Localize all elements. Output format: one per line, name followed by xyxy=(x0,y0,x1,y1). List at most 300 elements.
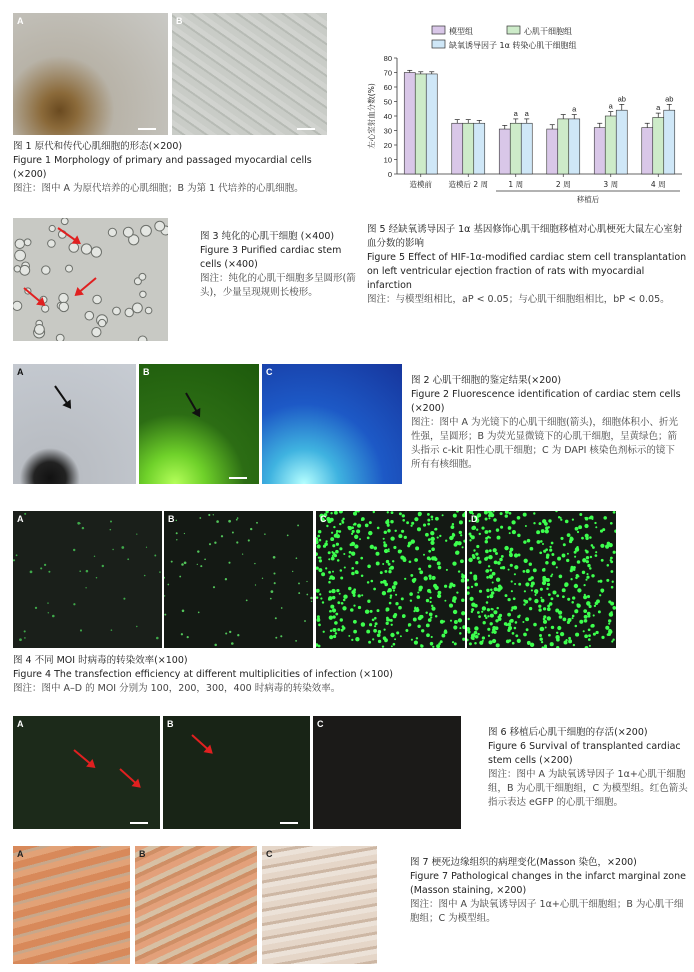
fluorescent-cell xyxy=(556,566,558,568)
fluorescent-cell xyxy=(254,563,255,564)
fluorescent-cell xyxy=(394,530,396,532)
fluorescent-cell xyxy=(590,556,592,558)
fluorescent-cell xyxy=(318,624,321,627)
fig6-panel-b xyxy=(163,716,310,829)
fluorescent-cell xyxy=(384,583,388,587)
fluorescent-cell xyxy=(310,597,313,600)
fluorescent-cell xyxy=(417,591,419,593)
fluorescent-cell xyxy=(548,519,551,522)
fluorescent-cell xyxy=(602,528,605,531)
fig4-panel-b xyxy=(164,511,313,648)
fluorescent-cell xyxy=(494,561,498,565)
fluorescent-cell xyxy=(435,615,438,618)
fluorescent-cell xyxy=(492,639,496,643)
fluorescent-cell xyxy=(431,516,434,519)
round-cell xyxy=(15,250,26,261)
fluorescent-cell xyxy=(406,521,409,524)
fluorescent-cell xyxy=(609,612,613,616)
fluorescent-cell xyxy=(398,606,402,610)
fluorescent-cell xyxy=(452,523,454,525)
fluorescent-cell xyxy=(485,517,488,520)
fig2-panel-b xyxy=(139,364,259,484)
fluorescent-cell xyxy=(334,511,338,515)
fluorescent-cell xyxy=(214,644,217,647)
fluorescent-cell xyxy=(556,638,560,642)
fluorescent-cell xyxy=(519,615,521,617)
fluorescent-cell xyxy=(383,543,387,547)
round-cell xyxy=(139,273,146,280)
fluorescent-cell xyxy=(342,606,346,610)
fluorescent-cell xyxy=(492,628,495,631)
fluorescent-cell xyxy=(557,626,561,630)
fluorescent-cell xyxy=(250,528,252,530)
fluorescent-cell xyxy=(86,570,89,573)
round-cell xyxy=(59,293,68,302)
fluorescent-cell xyxy=(463,540,465,543)
fluorescent-cell xyxy=(320,597,322,599)
fluorescent-cell xyxy=(584,615,588,619)
fluorescent-dots xyxy=(164,511,313,648)
fluorescent-cell xyxy=(613,551,616,554)
fluorescent-cell xyxy=(509,554,512,557)
fluorescent-cell xyxy=(605,626,609,630)
fluorescent-cell xyxy=(24,630,26,632)
fluorescent-cell xyxy=(528,598,531,601)
fluorescent-cell xyxy=(73,549,75,551)
fluorescent-cell xyxy=(585,534,589,538)
fluorescent-cell xyxy=(594,605,596,607)
fluorescent-cell xyxy=(275,617,277,619)
fluorescent-cell xyxy=(225,632,227,634)
fluorescent-cell xyxy=(614,530,616,533)
fluorescent-cell xyxy=(612,581,614,583)
fluorescent-cell xyxy=(527,539,531,543)
fluorescent-cell xyxy=(426,633,430,637)
fig1-note: 图注：图中 A 为原代培养的心肌细胞；B 为第 1 代培养的心肌细胞。 xyxy=(13,183,304,194)
fluorescent-cell xyxy=(328,581,331,584)
fluorescent-cell xyxy=(550,642,554,646)
fluorescent-cell xyxy=(588,634,591,637)
fluorescent-cell xyxy=(567,618,571,622)
fluorescent-cell xyxy=(476,529,478,531)
fluorescent-cell xyxy=(504,546,508,550)
fluorescent-cell xyxy=(121,546,124,549)
fluorescent-cell xyxy=(469,642,472,645)
fluorescent-cell xyxy=(228,520,231,523)
fluorescent-cell xyxy=(511,520,515,524)
fluorescent-cell xyxy=(429,613,433,617)
fig2-panel-a xyxy=(13,364,136,484)
fluorescent-cell xyxy=(494,632,496,634)
fluorescent-cell xyxy=(333,526,335,528)
fluorescent-cell xyxy=(428,538,431,541)
fluorescent-cell xyxy=(80,629,82,631)
fluorescent-cell xyxy=(213,586,215,588)
y-tick-label: 70 xyxy=(383,68,392,78)
fluorescent-cell xyxy=(603,516,607,520)
fluorescent-cell xyxy=(444,630,448,634)
fluorescent-cell xyxy=(577,604,581,608)
fluorescent-cell xyxy=(373,511,375,513)
fluorescent-cell xyxy=(444,585,447,588)
fluorescent-cell xyxy=(507,598,510,601)
bar xyxy=(547,129,558,174)
fluorescent-cell xyxy=(467,618,469,620)
fluorescent-cell xyxy=(506,639,510,643)
round-cell xyxy=(108,228,116,236)
fluorescent-cell xyxy=(493,548,497,552)
fluorescent-cell xyxy=(350,608,354,612)
fluorescent-cell xyxy=(331,557,335,561)
fluorescent-cell xyxy=(479,533,481,535)
fluorescent-cell xyxy=(459,627,461,629)
fluorescent-cell xyxy=(508,569,510,571)
bar xyxy=(463,123,474,174)
fluorescent-cell xyxy=(567,533,571,537)
fluorescent-cell xyxy=(478,560,481,563)
fluorescent-cell xyxy=(491,608,493,610)
fluorescent-cell xyxy=(231,642,234,645)
fluorescent-cell xyxy=(431,607,435,611)
fluorescent-cell xyxy=(319,539,322,542)
fluorescent-cell xyxy=(335,550,339,554)
fig4-title-cn: 图 4 不同 MOI 时病毒的转染效率(×100) xyxy=(13,655,188,666)
fluorescent-cell xyxy=(569,539,572,542)
fluorescent-cell xyxy=(512,642,515,645)
fluorescent-cell xyxy=(475,552,478,555)
fluorescent-cell xyxy=(337,559,340,562)
fluorescent-cell xyxy=(246,599,248,601)
panel-label: C xyxy=(266,849,273,859)
round-cell xyxy=(13,301,22,310)
round-cell xyxy=(48,240,56,248)
fluorescent-cell xyxy=(181,563,184,566)
fluorescent-cell xyxy=(523,540,526,543)
fluorescent-cell xyxy=(171,561,173,563)
fluorescent-cell xyxy=(392,560,394,562)
fluorescent-cell xyxy=(549,546,551,548)
fluorescent-cell xyxy=(242,553,243,554)
fluorescent-cell xyxy=(353,620,357,624)
fluorescent-cell xyxy=(426,623,430,627)
fluorescent-cell xyxy=(386,607,390,611)
fluorescent-cell xyxy=(402,615,405,618)
fluorescent-cell xyxy=(332,544,335,547)
fluorescent-cell xyxy=(110,529,112,531)
fluorescent-cell xyxy=(431,636,433,638)
fluorescent-cell xyxy=(541,599,545,603)
fluorescent-cell xyxy=(456,511,459,513)
fluorescent-cell xyxy=(390,566,394,570)
fluorescent-cell xyxy=(421,629,424,632)
fluorescent-cell xyxy=(366,630,370,634)
fluorescent-cell xyxy=(610,522,613,525)
fluorescent-cell xyxy=(351,552,355,556)
fluorescent-cell xyxy=(197,550,199,552)
fluorescent-cell xyxy=(482,640,484,642)
x-tick-label: 造模前 xyxy=(409,180,432,189)
fluorescent-cell xyxy=(524,590,526,592)
fluorescent-cell xyxy=(610,570,613,573)
fluorescent-cell xyxy=(595,554,598,557)
y-tick-label: 50 xyxy=(383,97,392,107)
fluorescent-cell xyxy=(517,639,521,643)
fluorescent-cell xyxy=(514,553,518,557)
round-cell xyxy=(56,334,64,341)
fluorescent-cell xyxy=(391,511,394,514)
fluorescent-cell xyxy=(584,594,586,596)
fluorescent-cell xyxy=(184,561,187,564)
fluorescent-cell xyxy=(487,596,490,599)
fluorescent-cell xyxy=(589,567,592,570)
fluorescent-cell xyxy=(387,511,389,513)
fluorescent-cell xyxy=(411,639,413,641)
fluorescent-cell xyxy=(414,558,418,562)
fluorescent-cell xyxy=(501,555,504,558)
fluorescent-cell xyxy=(368,641,371,644)
fluorescent-cell xyxy=(391,645,393,647)
fig6-title-cn: 图 6 移植后心肌干细胞的存活(×200) xyxy=(488,727,648,738)
fluorescent-cell xyxy=(486,569,490,573)
fluorescent-cell xyxy=(431,518,433,520)
fluorescent-cell xyxy=(438,566,442,570)
bar xyxy=(474,123,485,174)
fluorescent-cell xyxy=(374,625,376,627)
fluorescent-cell xyxy=(547,616,551,620)
fluorescent-cell xyxy=(229,631,231,633)
fluorescent-cell xyxy=(187,636,189,638)
fluorescent-cell xyxy=(388,548,390,550)
fluorescent-cell xyxy=(598,610,601,613)
fluorescent-cell xyxy=(496,528,499,531)
fluorescent-cell xyxy=(575,527,579,531)
fluorescent-cell xyxy=(390,536,394,540)
fluorescent-cell xyxy=(274,582,276,584)
fluorescent-cell xyxy=(543,568,545,570)
fluorescent-cell xyxy=(460,534,462,536)
x-tick-label: 2 周 xyxy=(555,180,571,189)
fluorescent-cell xyxy=(204,558,206,560)
fluorescent-cell xyxy=(485,550,489,554)
fluorescent-cell xyxy=(317,615,320,618)
fig2-panel-c xyxy=(262,364,402,484)
fluorescent-cell xyxy=(454,620,458,624)
fig6-caption xyxy=(488,726,688,810)
fluorescent-cell xyxy=(497,561,501,565)
fluorescent-cell xyxy=(430,531,434,535)
fluorescent-cell xyxy=(94,556,95,557)
fluorescent-cell xyxy=(275,637,277,639)
fluorescent-cell xyxy=(383,636,387,640)
significance-mark: a xyxy=(656,103,661,113)
fluorescent-cell xyxy=(533,568,537,572)
fluorescent-cell xyxy=(52,615,55,618)
fluorescent-cell xyxy=(586,556,589,559)
fluorescent-cell xyxy=(452,561,456,565)
fluorescent-cell xyxy=(380,581,383,584)
fluorescent-cell xyxy=(208,514,210,516)
fluorescent-cell xyxy=(409,592,413,596)
fluorescent-cell xyxy=(335,632,338,635)
fluorescent-cell xyxy=(608,623,610,625)
fluorescent-cell xyxy=(452,533,455,536)
fluorescent-cell xyxy=(335,613,338,616)
fluorescent-cell xyxy=(73,603,75,605)
fig6-panel-c xyxy=(313,716,461,829)
fluorescent-cell xyxy=(256,522,258,524)
bar xyxy=(404,73,415,175)
fluorescent-cell xyxy=(420,644,423,647)
fluorescent-cell xyxy=(340,618,343,621)
fig2-title-cn: 图 2 心肌干细胞的鉴定结果(×200) xyxy=(411,375,562,386)
fluorescent-cell xyxy=(333,635,336,638)
fluorescent-cell xyxy=(547,583,550,586)
fluorescent-cell xyxy=(374,546,377,549)
fluorescent-cell xyxy=(339,593,341,595)
fluorescent-cell xyxy=(325,567,327,569)
fig5-chart xyxy=(362,22,688,217)
fluorescent-cell xyxy=(484,530,488,534)
fluorescent-cell xyxy=(523,599,526,602)
fluorescent-cell xyxy=(469,539,471,541)
fluorescent-cell xyxy=(393,643,396,646)
fluorescent-cell xyxy=(383,538,385,540)
bar xyxy=(569,119,580,174)
fluorescent-cell xyxy=(336,530,339,533)
fluorescent-cell xyxy=(344,566,346,568)
fluorescent-cell xyxy=(321,572,325,576)
x-tick-label: 3 周 xyxy=(603,180,619,189)
fig1-panel-b xyxy=(172,13,327,135)
fluorescent-cell xyxy=(550,597,553,600)
fluorescent-cell xyxy=(432,646,434,648)
fluorescent-cell xyxy=(360,557,363,560)
significance-mark: a xyxy=(608,101,613,111)
fluorescent-cell xyxy=(328,598,331,601)
round-cell xyxy=(85,311,94,320)
fluorescent-cell xyxy=(401,530,404,533)
fluorescent-cell xyxy=(355,561,358,564)
fluorescent-cell xyxy=(530,547,534,551)
fluorescent-cell xyxy=(435,528,438,531)
fluorescent-cell xyxy=(461,611,465,615)
fluorescent-cell xyxy=(478,615,481,618)
fluorescent-cell xyxy=(354,544,358,548)
fluorescent-cell xyxy=(492,572,496,576)
fluorescent-cell xyxy=(595,602,599,606)
fluorescent-cell xyxy=(329,616,333,620)
fluorescent-cell xyxy=(348,587,351,590)
fluorescent-cell xyxy=(388,550,390,552)
fluorescent-cell xyxy=(570,578,572,580)
fluorescent-cell xyxy=(331,532,333,534)
scale-bar xyxy=(280,822,298,824)
bar xyxy=(426,74,437,174)
fluorescent-cell xyxy=(581,537,584,540)
fluorescent-cell xyxy=(461,573,463,575)
fluorescent-dots xyxy=(467,511,616,648)
fig6-note: 图注：图中 A 为缺氧诱导因子 1α+心肌干细胞组，B 为心肌干细胞组，C 为模型组。红色箭头指示表达 eGFP 的心肌干细胞。 xyxy=(488,769,688,808)
fluorescent-cell xyxy=(146,547,147,548)
fluorescent-cell xyxy=(322,601,324,603)
fluorescent-cell xyxy=(498,617,502,621)
fluorescent-cell xyxy=(566,559,569,562)
fluorescent-cell xyxy=(176,532,178,534)
fluorescent-cell xyxy=(456,591,458,593)
fluorescent-cell xyxy=(393,546,396,549)
fluorescent-cell xyxy=(562,588,566,592)
fluorescent-cell xyxy=(367,600,370,603)
fluorescent-cell xyxy=(471,611,473,613)
fluorescent-cell xyxy=(517,534,520,537)
fluorescent-cell xyxy=(19,638,22,641)
fig2-title-en: Figure 2 Fluorescence identification of cardiac stem cells (×200) xyxy=(411,389,681,414)
fluorescent-cell xyxy=(474,604,478,608)
fluorescent-cell xyxy=(462,513,465,517)
fluorescent-cell xyxy=(514,627,517,630)
fluorescent-cell xyxy=(591,624,595,628)
fluorescent-cell xyxy=(549,602,553,606)
fluorescent-cell xyxy=(343,594,347,598)
fluorescent-cell xyxy=(556,594,559,597)
fluorescent-cell xyxy=(583,630,585,632)
fluorescent-cell xyxy=(574,556,576,558)
fluorescent-cell xyxy=(474,642,477,645)
fluorescent-cell xyxy=(452,599,456,603)
fluorescent-cell xyxy=(393,589,395,591)
fluorescent-cell xyxy=(382,591,386,595)
fluorescent-cell xyxy=(82,527,84,529)
fluorescent-cell xyxy=(408,625,410,627)
fluorescent-cell xyxy=(483,621,486,624)
fluorescent-cell xyxy=(470,597,474,601)
fluorescent-cell xyxy=(197,564,198,565)
fluorescent-cell xyxy=(354,523,357,526)
fluorescent-cell xyxy=(418,513,421,516)
fluorescent-cell xyxy=(462,638,465,641)
panel-label: A xyxy=(17,16,24,26)
bar xyxy=(616,110,627,174)
panel-label: B xyxy=(176,16,183,26)
fluorescent-cell xyxy=(388,570,391,573)
fluorescent-cell xyxy=(523,570,526,573)
fluorescent-cell xyxy=(586,576,589,579)
fig1-caption xyxy=(13,140,343,196)
fluorescent-cell xyxy=(433,584,437,588)
fluorescent-cell xyxy=(356,529,360,533)
fluorescent-cell xyxy=(459,632,462,635)
fluorescent-cell xyxy=(572,615,575,618)
round-cell xyxy=(140,291,146,297)
fluorescent-cell xyxy=(437,561,441,565)
fluorescent-cell xyxy=(136,626,137,627)
fig7-title-en: Figure 7 Pathological changes in the infarct marginal zone (Masson staining, ×200) xyxy=(410,871,686,896)
fluorescent-cell xyxy=(387,529,391,533)
fluorescent-cell xyxy=(304,620,306,622)
fluorescent-cell xyxy=(551,626,554,629)
scale-bar xyxy=(297,128,315,130)
y-tick-label: 0 xyxy=(387,170,392,179)
fluorescent-cell xyxy=(497,588,501,592)
fluorescent-cell xyxy=(609,543,613,547)
fluorescent-cell xyxy=(319,593,321,595)
x-tick-label: 造模后 2 周 xyxy=(448,180,489,189)
fluorescent-cell xyxy=(388,563,391,566)
fluorescent-cell xyxy=(582,558,586,562)
fluorescent-cell xyxy=(449,604,453,608)
fluorescent-cell xyxy=(306,581,307,582)
fluorescent-cell xyxy=(216,520,219,523)
